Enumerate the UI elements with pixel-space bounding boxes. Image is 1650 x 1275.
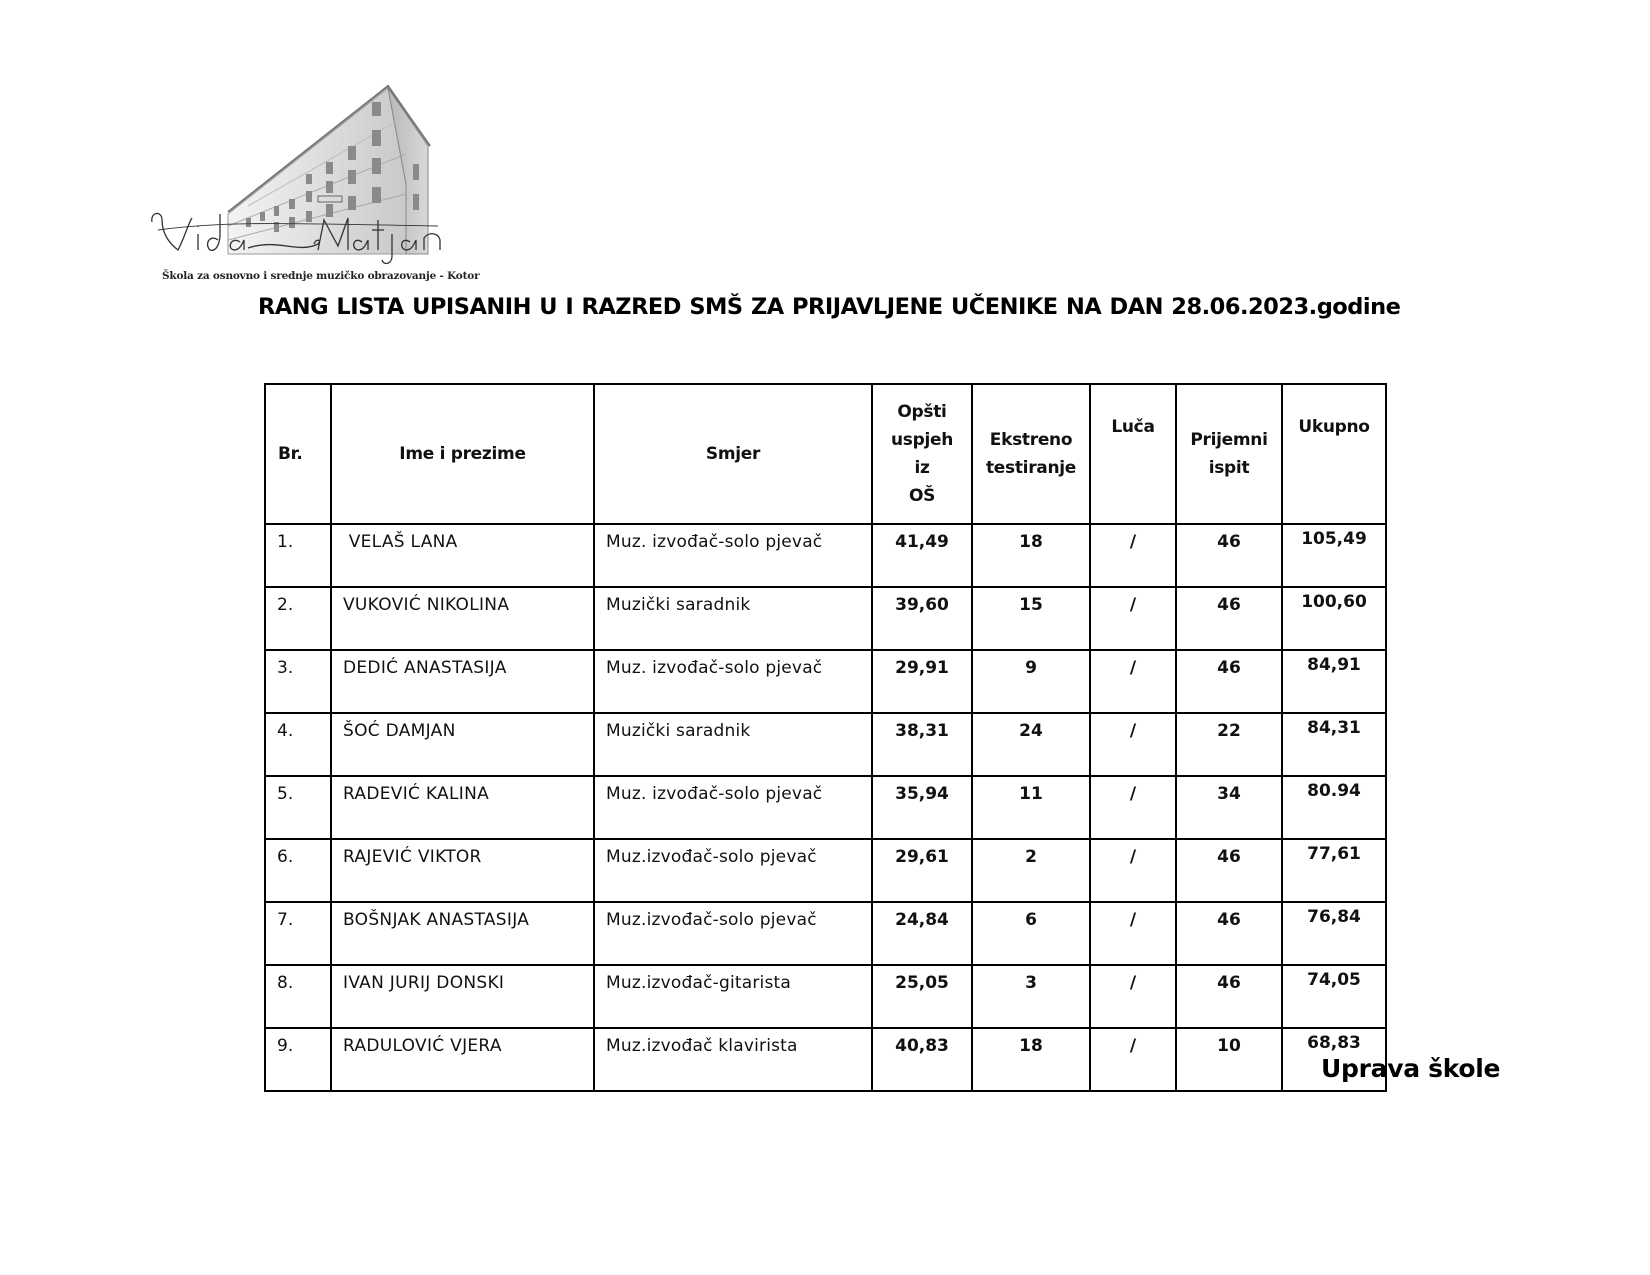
cell-luca: / xyxy=(1090,839,1176,902)
header-ime: Ime i prezime xyxy=(331,384,594,524)
cell-luca: / xyxy=(1090,524,1176,587)
cell-rank: 7. xyxy=(265,902,331,965)
cell-opsti-uspjeh: 41,49 xyxy=(872,524,972,587)
cell-ukupno: 84,91 xyxy=(1282,650,1386,713)
header-opsti xyxy=(872,384,972,524)
cell-smjer: Muz. izvođač-solo pjevač xyxy=(594,776,872,839)
table-row xyxy=(265,776,1386,839)
header-smjer: Smjer xyxy=(594,384,872,524)
cell-luca: / xyxy=(1090,902,1176,965)
cell-rank: 2. xyxy=(265,587,331,650)
cell-ekstreno: 18 xyxy=(972,524,1090,587)
cell-luca: / xyxy=(1090,650,1176,713)
cell-opsti-uspjeh: 35,94 xyxy=(872,776,972,839)
cell-prijemni: 46 xyxy=(1176,902,1282,965)
header-opsti-line3: iz xyxy=(914,458,930,478)
cell-opsti-uspjeh: 39,60 xyxy=(872,587,972,650)
cell-ukupno: 77,61 xyxy=(1282,839,1386,902)
header-opsti-line1: Opšti xyxy=(897,402,947,422)
cell-name: VELAŠ LANA xyxy=(331,524,594,587)
cell-ekstreno: 9 xyxy=(972,650,1090,713)
table-row xyxy=(265,965,1386,1028)
cell-opsti-uspjeh: 24,84 xyxy=(872,902,972,965)
header-ukupno xyxy=(1282,384,1386,524)
cell-rank: 1. xyxy=(265,524,331,587)
cell-ukupno: 100,60 xyxy=(1282,587,1386,650)
cell-ukupno: 68,83 xyxy=(1282,1028,1386,1091)
cell-smjer: Muz.izvođač-solo pjevač xyxy=(594,839,872,902)
table-row xyxy=(265,650,1386,713)
school-building-image xyxy=(148,84,448,270)
header-opsti-line4: OŠ xyxy=(908,486,936,506)
table-row xyxy=(265,902,1386,965)
ranking-table xyxy=(264,383,1387,1092)
cell-opsti-uspjeh: 29,91 xyxy=(872,650,972,713)
cell-ukupno: 80.94 xyxy=(1282,776,1386,839)
cell-smjer: Muz.izvođač-gitarista xyxy=(594,965,872,1028)
header-prijemni-line2: ispit xyxy=(1208,458,1250,478)
cell-smjer: Muzički saradnik xyxy=(594,713,872,776)
table-row xyxy=(265,713,1386,776)
cell-smjer: Muz. izvođač-solo pjevač xyxy=(594,524,872,587)
cell-name: DEDIĆ ANASTASIJA xyxy=(331,650,594,713)
header-prijemni xyxy=(1176,384,1282,524)
cell-prijemni: 46 xyxy=(1176,839,1282,902)
signature-uprava-skole: Uprava škole xyxy=(1321,1054,1501,1083)
cell-prijemni: 10 xyxy=(1176,1028,1282,1091)
cell-ekstreno: 2 xyxy=(972,839,1090,902)
cell-ekstreno: 3 xyxy=(972,965,1090,1028)
header-luca xyxy=(1090,384,1176,524)
school-logo xyxy=(148,84,480,284)
cell-ekstreno: 24 xyxy=(972,713,1090,776)
cell-ukupno: 84,31 xyxy=(1282,713,1386,776)
cell-rank: 4. xyxy=(265,713,331,776)
cell-opsti-uspjeh: 40,83 xyxy=(872,1028,972,1091)
header-opsti-line2: uspjeh xyxy=(890,430,954,450)
cell-name: VUKOVIĆ NIKOLINA xyxy=(331,587,594,650)
cell-luca: / xyxy=(1090,587,1176,650)
cell-prijemni: 46 xyxy=(1176,965,1282,1028)
cell-opsti-uspjeh: 29,61 xyxy=(872,839,972,902)
cell-name: BOŠNJAK ANASTASIJA xyxy=(331,902,594,965)
cell-prijemni: 34 xyxy=(1176,776,1282,839)
table-row xyxy=(265,1028,1386,1091)
cell-ukupno: 76,84 xyxy=(1282,902,1386,965)
cell-name: RADULOVIĆ VJERA xyxy=(331,1028,594,1091)
cell-luca: / xyxy=(1090,965,1176,1028)
cell-prijemni: 46 xyxy=(1176,587,1282,650)
header-br: Br. xyxy=(265,384,331,524)
cell-ukupno: 74,05 xyxy=(1282,965,1386,1028)
cell-luca: / xyxy=(1090,776,1176,839)
cell-smjer: Muz. izvođač-solo pjevač xyxy=(594,650,872,713)
cell-ekstreno: 15 xyxy=(972,587,1090,650)
cell-rank: 3. xyxy=(265,650,331,713)
cell-rank: 9. xyxy=(265,1028,331,1091)
cell-ekstreno: 11 xyxy=(972,776,1090,839)
cell-ukupno: 105,49 xyxy=(1282,524,1386,587)
cell-smjer: Muz.izvođač-solo pjevač xyxy=(594,902,872,965)
table-row xyxy=(265,524,1386,587)
header-ekstreno-line2: testiranje xyxy=(985,458,1077,478)
table-header-row xyxy=(265,384,1386,524)
header-luca-label: Luča xyxy=(1111,417,1155,437)
cell-rank: 8. xyxy=(265,965,331,1028)
cell-name: RAJEVIĆ VIKTOR xyxy=(331,839,594,902)
cell-ekstreno: 6 xyxy=(972,902,1090,965)
cell-opsti-uspjeh: 25,05 xyxy=(872,965,972,1028)
page-title: RANG LISTA UPISANIH U I RAZRED SMŠ ZA PRIJAVLJENE UČENIKE NA DAN 28.06.2023.godine xyxy=(258,294,1401,320)
header-ekstreno-line1: Ekstreno xyxy=(989,430,1073,450)
cell-luca: / xyxy=(1090,713,1176,776)
table-row xyxy=(265,587,1386,650)
cell-prijemni: 46 xyxy=(1176,650,1282,713)
header-ekstreno xyxy=(972,384,1090,524)
cell-rank: 5. xyxy=(265,776,331,839)
cell-prijemni: 46 xyxy=(1176,524,1282,587)
cell-ekstreno: 18 xyxy=(972,1028,1090,1091)
logo-caption: Škola za osnovno i srednje muzičko obrazovanje - Kotor xyxy=(162,270,480,282)
cell-name: IVAN JURIJ DONSKI xyxy=(331,965,594,1028)
cell-opsti-uspjeh: 38,31 xyxy=(872,713,972,776)
table-row xyxy=(265,839,1386,902)
cell-name: RADEVIĆ KALINA xyxy=(331,776,594,839)
cell-smjer: Muz.izvođač klavirista xyxy=(594,1028,872,1091)
cell-luca: / xyxy=(1090,1028,1176,1091)
cell-smjer: Muzički saradnik xyxy=(594,587,872,650)
header-prijemni-line1: Prijemni xyxy=(1190,430,1268,450)
cell-name: ŠOĆ DAMJAN xyxy=(331,713,594,776)
cell-rank: 6. xyxy=(265,839,331,902)
cell-prijemni: 22 xyxy=(1176,713,1282,776)
header-ukupno-label: Ukupno xyxy=(1298,417,1370,437)
